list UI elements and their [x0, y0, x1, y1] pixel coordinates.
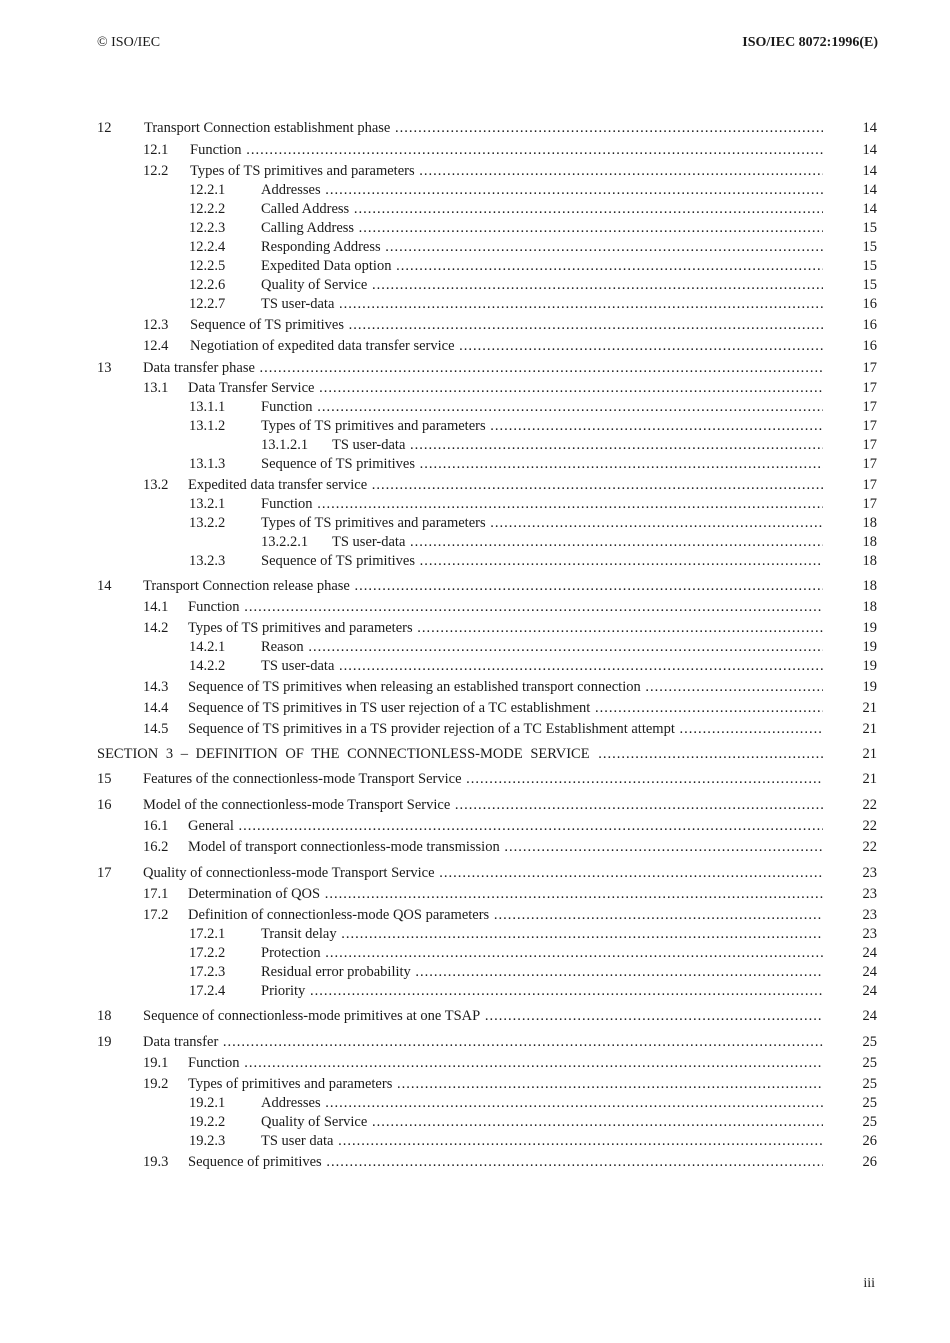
- toc-entry-title: Expedited Data option .....: [261, 256, 823, 276]
- toc-entry[interactable]: [0, 744, 950, 764]
- toc-entry[interactable]: [0, 140, 950, 160]
- toc-entry[interactable]: [0, 905, 950, 925]
- toc-entry-page: 21: [862, 771, 877, 787]
- toc-entry-page: 19: [862, 679, 877, 695]
- toc-entry-title: Types of TS primitives and parameters .....: [188, 618, 823, 638]
- toc-entry-title: Features of the connectionless-mode Transport Service .....: [143, 769, 823, 789]
- toc-entry[interactable]: [0, 118, 950, 138]
- toc-entry-number: 17.2.4: [189, 983, 226, 999]
- toc-entry-number: 14.4: [143, 700, 169, 716]
- toc-entry-page: 18: [862, 515, 877, 531]
- toc-entry-page: 25: [862, 1034, 877, 1050]
- toc-entry-page: 24: [862, 983, 877, 999]
- toc-entry-number: 15: [97, 771, 112, 787]
- toc-entry-number: 17.2.3: [189, 964, 226, 980]
- toc-entry-title: Function .....: [190, 140, 823, 160]
- toc-entry-title: Function .....: [261, 397, 823, 417]
- toc-entry-page: 17: [862, 360, 877, 376]
- toc-entry-number: 16.1: [143, 818, 169, 834]
- toc-entry[interactable]: [0, 698, 950, 718]
- toc-entry-page: 17: [862, 418, 877, 434]
- toc-entry-number: 13.2: [143, 477, 169, 493]
- toc-entry-title: Protection .....: [261, 943, 823, 963]
- toc-entry[interactable]: [0, 981, 950, 1001]
- toc-entry-title: Residual error probability .....: [261, 962, 823, 982]
- toc-entry-page: 17: [862, 380, 877, 396]
- toc-entry-number: 17.1: [143, 886, 169, 902]
- toc-entry-page: 23: [862, 907, 877, 923]
- toc-entry-page: 15: [862, 220, 877, 236]
- toc-entry-title: Called Address .....: [261, 199, 823, 219]
- toc-entry-title: Types of TS primitives and parameters .....: [261, 416, 823, 436]
- toc-entry[interactable]: [0, 1093, 950, 1113]
- toc-entry-number: 13.1.3: [189, 456, 226, 472]
- toc-entry-number: 13.2.3: [189, 553, 226, 569]
- toc-entry-page: 14: [862, 163, 877, 179]
- toc-entry-number: 19: [97, 1034, 112, 1050]
- toc-entry-title: Transit delay .....: [261, 924, 823, 944]
- toc-entry[interactable]: [0, 218, 950, 238]
- toc-entry-title: Data Transfer Service .....: [188, 378, 823, 398]
- toc-entry[interactable]: [0, 962, 950, 982]
- toc-entry[interactable]: [0, 677, 950, 697]
- toc-entry[interactable]: [0, 618, 950, 638]
- toc-entry-title: Data transfer .....: [143, 1032, 823, 1052]
- toc-entry-page: 26: [862, 1154, 877, 1170]
- toc-entry-title: TS user-data .....: [261, 656, 823, 676]
- toc-entry[interactable]: [0, 637, 950, 657]
- toc-entry-number: 19.3: [143, 1154, 169, 1170]
- toc-entry-number: 13.1.2.1: [261, 437, 309, 453]
- toc-entry-page: 24: [862, 1008, 877, 1024]
- toc-entry-page: 15: [862, 239, 877, 255]
- toc-entry-page: 19: [862, 620, 877, 636]
- toc-entry-number: 12.2.5: [189, 258, 226, 274]
- toc-entry-page: 18: [862, 599, 877, 615]
- toc-entry-number: 12.3: [143, 317, 169, 333]
- toc-entry-number: 14.5: [143, 721, 169, 737]
- toc-entry[interactable]: [0, 1152, 950, 1172]
- toc-entry[interactable]: [0, 161, 950, 181]
- toc-entry-title: Types of primitives and parameters .....: [188, 1074, 823, 1094]
- toc-entry[interactable]: [0, 924, 950, 944]
- toc-entry-title: Function .....: [261, 494, 823, 514]
- toc-entry[interactable]: [0, 494, 950, 514]
- toc-entry-page: 14: [862, 120, 877, 136]
- toc-entry-number: 12.2.7: [189, 296, 226, 312]
- toc-entry-page: 23: [862, 865, 877, 881]
- toc-entry-page: 14: [862, 182, 877, 198]
- toc-entry-number: 12: [97, 120, 112, 136]
- toc-entry[interactable]: [0, 769, 950, 789]
- toc-entry-page: 16: [862, 317, 877, 333]
- toc-entry[interactable]: [0, 454, 950, 474]
- toc-entry-number: 17.2.2: [189, 945, 226, 961]
- toc-entry-title: TS user-data .....: [332, 435, 823, 455]
- toc-entry-number: 14.1: [143, 599, 169, 615]
- toc-entry-page: 17: [862, 477, 877, 493]
- toc-entry[interactable]: [0, 513, 950, 533]
- toc-entry-page: 26: [862, 1133, 877, 1149]
- toc-entry[interactable]: [0, 863, 950, 883]
- toc-entry[interactable]: [0, 837, 950, 857]
- toc-entry-page: 23: [862, 886, 877, 902]
- toc-entry-page: 22: [862, 839, 877, 855]
- toc-entry[interactable]: [0, 795, 950, 815]
- toc-entry[interactable]: [0, 256, 950, 276]
- toc-entry-title: Sequence of TS primitives in TS user rejection of a TC establishment .....: [188, 698, 823, 718]
- toc-entry-page: 23: [862, 926, 877, 942]
- toc-entry-title: Data transfer phase .....: [143, 358, 823, 378]
- toc-entry-title: Quality of connectionless-mode Transport Service .....: [143, 863, 823, 883]
- toc-entry-title: Calling Address .....: [261, 218, 823, 238]
- toc-entry[interactable]: [0, 1112, 950, 1132]
- toc-entry-number: 13: [97, 360, 112, 376]
- toc-entry-page: 17: [862, 437, 877, 453]
- toc-entry-title: Transport Connection establishment phase .....: [144, 118, 823, 138]
- toc-entry[interactable]: [0, 180, 950, 200]
- toc-entry[interactable]: [0, 1006, 950, 1026]
- page-number: iii: [863, 1276, 875, 1291]
- toc-entry-number: 13.1.2: [189, 418, 226, 434]
- toc-entry[interactable]: [0, 816, 950, 836]
- toc-entry[interactable]: [0, 551, 950, 571]
- toc-entry-page: 17: [862, 496, 877, 512]
- toc-entry-title: Sequence of TS primitives .....: [190, 315, 823, 335]
- toc-entry-page: 21: [862, 700, 877, 716]
- toc-entry[interactable]: [0, 719, 950, 739]
- toc-entry-page: 19: [862, 639, 877, 655]
- toc-entry[interactable]: [0, 884, 950, 904]
- toc-entry-number: 14.2: [143, 620, 169, 636]
- toc-entry[interactable]: [0, 294, 950, 314]
- toc-entry-number: 13.1.1: [189, 399, 226, 415]
- toc-entry-title: Addresses .....: [261, 1093, 823, 1113]
- toc-entry-page: 15: [862, 258, 877, 274]
- toc-entry-title: TS user data .....: [261, 1131, 823, 1151]
- toc-entry-page: 16: [862, 338, 877, 354]
- toc-entry-number: 19.1: [143, 1055, 169, 1071]
- toc-entry-number: 13.2.2: [189, 515, 226, 531]
- toc-entry[interactable]: [0, 1131, 950, 1151]
- toc-entry-page: 25: [862, 1055, 877, 1071]
- toc-entry-title: Responding Address .....: [261, 237, 823, 257]
- toc-entry-number: 19.2: [143, 1076, 169, 1092]
- toc-entry-title: Transport Connection release phase .....: [143, 576, 823, 596]
- toc-entry-page: 21: [862, 721, 877, 737]
- toc-entry[interactable]: [0, 275, 950, 295]
- toc-entry-title: Definition of connectionless-mode QOS parameters .....: [188, 905, 823, 925]
- toc-entry[interactable]: [0, 656, 950, 676]
- toc-entry-page: 17: [862, 456, 877, 472]
- toc-entry-page: 21: [862, 746, 877, 762]
- toc-entry-page: 18: [862, 578, 877, 594]
- toc-entry-title: Function .....: [188, 1053, 823, 1073]
- toc-entry-number: 14.3: [143, 679, 169, 695]
- toc-entry-title: TS user-data .....: [332, 532, 823, 552]
- toc-entry-number: 17: [97, 865, 112, 881]
- toc-entry-number: 14.2.2: [189, 658, 226, 674]
- toc-entry-title: Types of TS primitives and parameters .....: [190, 161, 823, 181]
- toc-entry-number: 17.2.1: [189, 926, 226, 942]
- toc-entry-title: Sequence of TS primitives .....: [261, 551, 823, 571]
- toc-entry-number: 17.2: [143, 907, 169, 923]
- toc-entry-page: 18: [862, 553, 877, 569]
- toc-entry-page: 22: [862, 818, 877, 834]
- toc-entry-number: 16: [97, 797, 112, 813]
- toc-entry[interactable]: [0, 576, 950, 596]
- toc-entry-title: Function .....: [188, 597, 823, 617]
- toc-entry-title: Quality of Service .....: [261, 1112, 823, 1132]
- toc-entry-number: 12.4: [143, 338, 169, 354]
- toc-entry-title: Sequence of TS primitives when releasing an established transport connection .....: [188, 677, 823, 697]
- toc-entry[interactable]: [0, 397, 950, 417]
- toc-entry[interactable]: [0, 358, 950, 378]
- toc-entry-title: Sequence of connectionless-mode primitives at one TSAP .....: [143, 1006, 823, 1026]
- toc-entry-title: SECTION 3 – DEFINITION OF THE CONNECTIONLESS-MODE SERVICE .....: [97, 744, 823, 764]
- toc-entry-title: Quality of Service .....: [261, 275, 823, 295]
- toc-entry-title: Determination of QOS .....: [188, 884, 823, 904]
- toc-entry-number: 16.2: [143, 839, 169, 855]
- toc-entry-page: 25: [862, 1114, 877, 1130]
- toc-entry-number: 13.1: [143, 380, 169, 396]
- toc-entry[interactable]: [0, 943, 950, 963]
- toc-entry[interactable]: [0, 435, 950, 455]
- header-standard-id: ISO/IEC 8072:1996(E): [742, 35, 878, 50]
- toc-entry[interactable]: [0, 597, 950, 617]
- toc-entry-number: 12.2.2: [189, 201, 226, 217]
- toc-entry-number: 12.2.3: [189, 220, 226, 236]
- toc-entry-page: 19: [862, 658, 877, 674]
- toc-entry-page: 18: [862, 534, 877, 550]
- toc-entry[interactable]: [0, 1053, 950, 1073]
- toc-entry-title: Sequence of TS primitives .....: [261, 454, 823, 474]
- toc-entry-title: Sequence of TS primitives in a TS provider rejection of a TC Establishment attempt .....: [188, 719, 823, 739]
- toc-entry-number: 13.2.1: [189, 496, 226, 512]
- toc-entry-number: 12.2.1: [189, 182, 226, 198]
- toc-entry-page: 25: [862, 1076, 877, 1092]
- toc-entry-title: Expedited data transfer service .....: [188, 475, 823, 495]
- toc-entry-title: Types of TS primitives and parameters .....: [261, 513, 823, 533]
- toc-entry-page: 16: [862, 296, 877, 312]
- toc-entry[interactable]: [0, 199, 950, 219]
- toc-entry[interactable]: [0, 315, 950, 335]
- toc-entry-title: General .....: [188, 816, 823, 836]
- toc-entry-number: 19.2.3: [189, 1133, 226, 1149]
- toc-entry-page: 24: [862, 945, 877, 961]
- toc-entry-number: 14: [97, 578, 112, 594]
- toc-entry-page: 14: [862, 142, 877, 158]
- toc-entry-title: Model of transport connectionless-mode transmission .....: [188, 837, 823, 857]
- toc-entry-number: 12.2: [143, 163, 169, 179]
- toc-entry-number: 12.2.4: [189, 239, 226, 255]
- toc-entry-number: 18: [97, 1008, 112, 1024]
- toc-entry-title: Negotiation of expedited data transfer service .....: [190, 336, 823, 356]
- toc-entry-title: TS user-data .....: [261, 294, 823, 314]
- toc-entry-page: 25: [862, 1095, 877, 1111]
- toc-entry-number: 12.1: [143, 142, 169, 158]
- toc-entry-number: 14.2.1: [189, 639, 226, 655]
- header-copyright: © ISO/IEC: [97, 35, 161, 50]
- toc-entry[interactable]: [0, 416, 950, 436]
- toc-entry[interactable]: [0, 336, 950, 356]
- toc-entry[interactable]: [0, 532, 950, 552]
- toc-entry[interactable]: [0, 237, 950, 257]
- toc-entry-number: 19.2.1: [189, 1095, 226, 1111]
- toc-entry-number: 19.2.2: [189, 1114, 226, 1130]
- toc-entry[interactable]: [0, 475, 950, 495]
- toc-entry-title: Reason .....: [261, 637, 823, 657]
- toc-entry-number: 12.2.6: [189, 277, 226, 293]
- toc-entry-number: 13.2.2.1: [261, 534, 309, 550]
- toc-entry-page: 22: [862, 797, 877, 813]
- toc-entry-title: Sequence of primitives .....: [188, 1152, 823, 1172]
- toc-entry-page: 24: [862, 964, 877, 980]
- toc-entry-page: 14: [862, 201, 877, 217]
- toc-entry-title: Priority .....: [261, 981, 823, 1001]
- toc-entry-page: 17: [862, 399, 877, 415]
- toc-entry-title: Model of the connectionless-mode Transport Service .....: [143, 795, 823, 815]
- toc-entry-page: 15: [862, 277, 877, 293]
- toc-entry[interactable]: [0, 1032, 950, 1052]
- toc-entry[interactable]: [0, 1074, 950, 1094]
- toc-entry-title: Addresses .....: [261, 180, 823, 200]
- toc-entry[interactable]: [0, 378, 950, 398]
